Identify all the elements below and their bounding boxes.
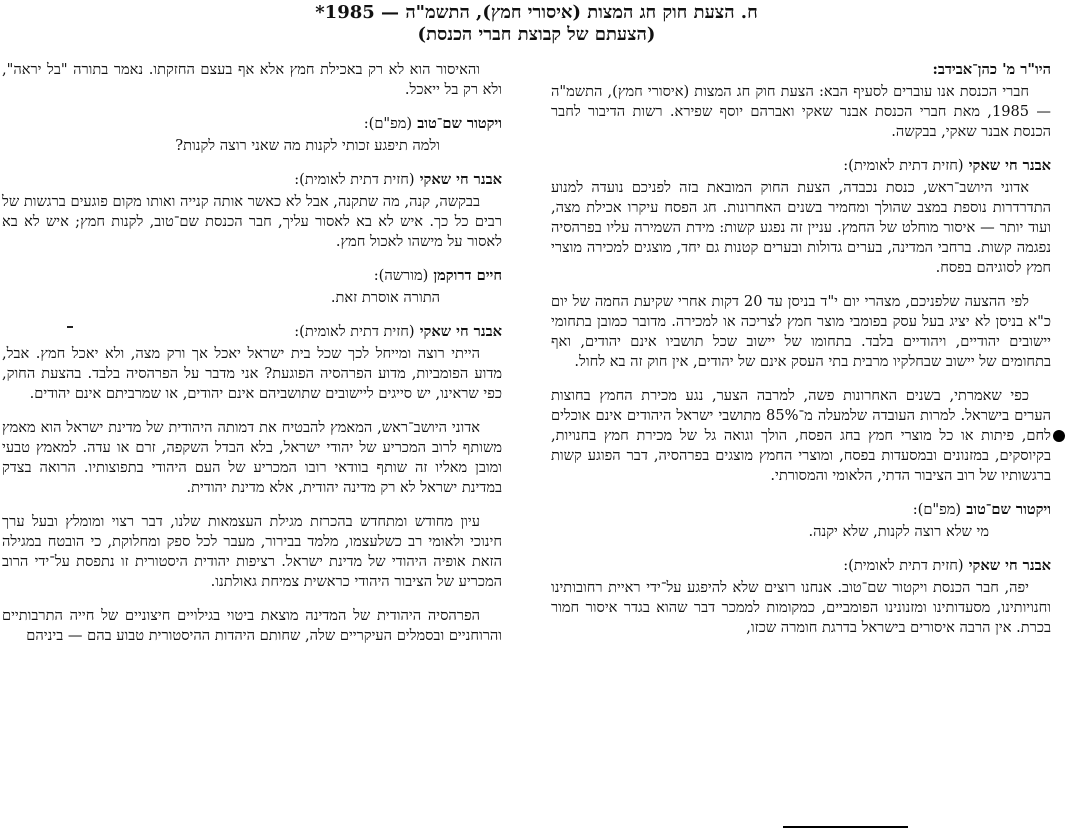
underline-mark xyxy=(783,826,908,828)
paragraph: ולמה תיפגע זכותי לקנות מה שאני רוצה לקנות? xyxy=(175,137,440,154)
paragraph: אדוני היושב־ראש, המאמץ להבטיח את דמותה היהודית של מדינת ישראל הוא מאמץ משותף לרוב המכריע של יהודי ישראל, בלא הבדל השקפה, זרם או עדה. למאמץ טבעי ומובן מאליו זה שותף בוודאי רובו המכריע של העם היהודי בתפוצותיו. הרואה בצדק במדינת ישראל לא רק מדינה יהודית, אלא מדינת יהודית. xyxy=(2,419,502,496)
speaker-name: אבנר חי שאקי xyxy=(419,171,502,188)
margin-mark xyxy=(67,326,73,328)
paragraph: והאיסור הוא לא רק באכילת חמץ אלא אף בעצם החזקתו. נאמר בתורה "בל יראה", ולא רק בל ייאכל. xyxy=(2,61,502,98)
right-column xyxy=(551,60,1051,652)
speaker-name: ויקטור שם־טוב xyxy=(966,501,1051,518)
speaker-party: (חזית דתית לאומית): xyxy=(843,157,964,174)
speaker-name: חיים דרוקמן xyxy=(433,267,502,284)
speaker-name: אבנר חי שאקי xyxy=(968,157,1051,174)
paragraph: לפי ההצעה שלפניכם, מצהרי יום י"ד בניסן עד 20 דקות אחרי שקיעת החמה של יום כ"א בניסן לא יציג בעל עסק בפומבי מוצר חמץ לצריכה או למכירה. מדובר כמובן בתחומי יישובים יהודיים, ויהודיים בלבד. בתחומו של יישוב שכל תושביו אינם יהודים, ואף בתחומים של יישוב שבחלקיו מרבית בתי העסק אינם של יהודים, אין חוק זה בא לחול. xyxy=(551,293,1051,370)
speaker-line xyxy=(2,170,502,190)
paragraph: כפי שאמרתי, בשנים האחרונות פשה, למרבה הצער, נגע מכירת החמץ בחוצות הערים בישראל. למרות העובדה שלמעלה מ־85% מתושבי ישראל היהודים אינם אוכלים לחם, פיתות או כל מוצרי חמץ בחג הפסח, הולך וגואה גל של מכירת חמץ בחנויות, בקיוסקים, במזנונים ובמסעדות בפסח, ומוצרי החמץ מוצגים בפרהסיה, דבר הפוגע קשות ברגשותיו של רוב הציבור הדתי, הלאומי והמסורתי. xyxy=(551,387,1051,484)
speaker-line xyxy=(551,156,1051,176)
speaker-name: אבנר חי שאקי xyxy=(968,557,1051,574)
paragraph: בבקשה, קנה, מה שתקנה, אבל לא כאשר אותה קנייה ואותו מקום פוגעים ברגשות של רבים כל כך. איש לא בא לאסור עליך, חבר הכנסת שם־טוב, לקנות חמץ; איש לא בא לאסור על מישהו לאכול חמץ. xyxy=(2,193,502,250)
speaker-party: (חזית דתית לאומית): xyxy=(294,323,415,340)
speaker-line xyxy=(2,322,502,342)
paragraph: התורה אוסרת זאת. xyxy=(330,289,440,306)
paragraph: הפרהסיה היהודית של המדינה מוצאת ביטוי בגילויים חיצוניים של חייה התרבותיים והרוחניים ובסמלים העיקריים שלה, שחותם היהדות ההיסטורית טבוע בהם — ביניהם xyxy=(2,607,502,644)
speaker-party: (מפ"ם): xyxy=(363,115,413,132)
speaker-party: (חזית דתית לאומית): xyxy=(843,557,964,574)
paragraph: יפה, חבר הכנסת ויקטור שם־טוב. אנחנו רוצים שלא להיפגע על־ידי ראיית רחובותינו וחנויותינו, מסעדותינו ומזנונינו הפומביים, כמקומות לממכר דבר שהוא בגדר איסור חמור בכרת. אין הרבה איסורים בישראל בדרגת חומרה שכזו, xyxy=(551,579,1051,636)
speaker-name: היו"ר מ' כהן־אבידב: xyxy=(932,61,1051,78)
speaker-line xyxy=(2,114,502,134)
speaker-line xyxy=(2,266,502,286)
speaker-line xyxy=(551,500,1051,520)
speaker-party: (מפ"ם): xyxy=(912,501,962,518)
punch-hole-mark xyxy=(1053,430,1065,442)
speaker-name: ויקטור שם־טוב xyxy=(417,115,502,132)
paragraph: הייתי רוצה ומייחל לכך שכל בית ישראל יאכל אך ורק מצה, ולא יאכל חמץ. אבל, מדוע הפומביות, מדוע הפרהסיה הפוגעת? אני מדבר על הפרהסיה בלבד. בהצעת החוק, כפי שראינו, יש סייגים ליישובים שתושביהם אינם יהודים, או שמרביתם אינם יהודים. xyxy=(2,345,502,402)
paragraph: חברי הכנסת אנו עוברים לסעיף הבא: הצעת חוק חג המצות (איסורי חמץ), התשמ"ה — 1985, מאת חברי הכנסת אבנר שאקי ואברהם יוסף שפירא. רשות הדיבור לחבר הכנסת אבנר שאקי, בבקשה. xyxy=(551,83,1052,140)
speaker-line xyxy=(551,556,1051,576)
header-title: ח. הצעת חוק חג המצות (איסורי חמץ), התשמ"ה — 1985* xyxy=(315,2,758,23)
paragraph: אדוני היושב־ראש, כנסת נכבדה, הצעת החוק המובאת בזה לפניכם נועדה למנוע התדרדרות נוספת במצב שהולך ומחמיר בשנים האחרונות. חג הפסח עיקרו אכילת מצה, ועוד יותר — איסור מוחלט של החמץ. עניין זה נפגע קשות: מידת השמירה עליו בפרהסיה נפגמה קשות. ברחבי המדינה, בערים גדולות ובערים קטנות גם יחד, מוצגים למכירה מוצרי חמץ לסוגיהם בפסח. xyxy=(551,179,1051,276)
header-subtitle: (הצעתם של קבוצת חברי הכנסת) xyxy=(417,24,656,45)
speaker-party: (חזית דתית לאומית): xyxy=(294,171,415,188)
left-column xyxy=(2,60,502,660)
speaker-name: אבנר חי שאקי xyxy=(419,323,502,340)
speaker-party: (מורשה): xyxy=(373,267,429,284)
document-header xyxy=(0,2,1073,46)
paragraph: עיון מחודש ומתחדש בהכרזת מגילת העצמאות שלנו, דבר רצוי ומומלץ ובעל ערך חינוכי ולאומי רב כשלעצמו, מלמד בבירור, מעבר לכל ספק ומחלוקת, כי הובטח במגילה הזאת אופיה היהודי של מדינת ישראל. רציפות יהודית היסטורית זו נתפסת על־ידי הרוב המכריע של הציבור היהודי כראשית צמיחת גאולתנו. xyxy=(2,513,502,590)
paragraph: מי שלא רוצה לקנות, שלא יקנה. xyxy=(808,523,989,540)
